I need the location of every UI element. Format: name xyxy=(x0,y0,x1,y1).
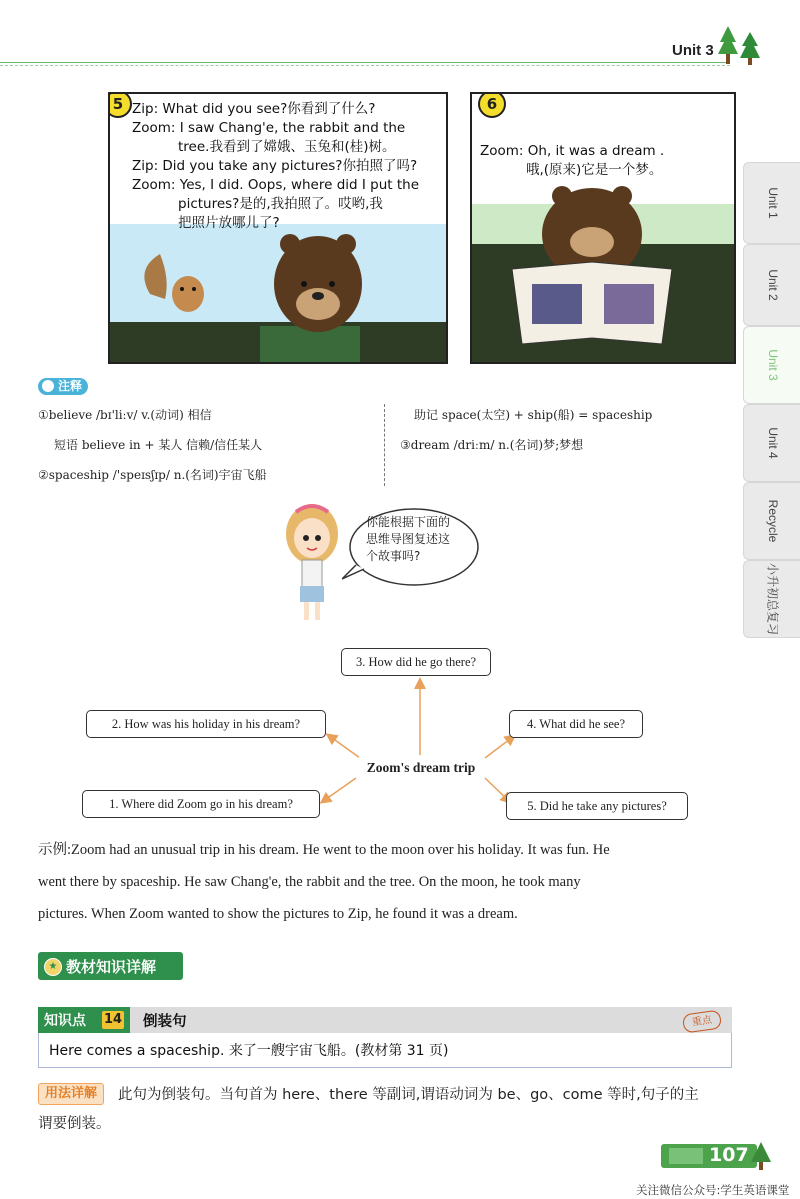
usage-text: 此句为倒装句。当句首为 here、there 等副词,谓语动词为 be、go、come 等时,句子的主 xyxy=(118,1087,699,1103)
note-3: ③dream /driːm/ n.(名词)梦;梦想 xyxy=(400,438,584,452)
panel6-illustration xyxy=(472,94,734,362)
mind-map-center: Zoom's dream trip xyxy=(358,755,484,781)
usage-text-continued: 谓要倒装。 xyxy=(38,1116,111,1132)
tab-unit-2[interactable]: Unit 2 xyxy=(743,244,800,326)
dialogue-line: Zip: Did you take any pictures?你拍照了吗? xyxy=(132,158,418,174)
tree-icon xyxy=(751,1142,771,1170)
knowledge-point-sentence: Here comes a spaceship. 来了一艘宇宙飞船。(教材第 31 页) xyxy=(49,1043,449,1059)
tab-unit-4[interactable]: Unit 4 xyxy=(743,404,800,482)
notes-icon xyxy=(42,380,54,392)
header-rule xyxy=(0,62,730,63)
example-paragraph xyxy=(38,834,738,930)
star-icon: ★ xyxy=(44,958,62,976)
example-line: 示例:Zoom had an unusual trip in his dream. He went to the moon over his holiday. It was fun. He xyxy=(38,842,610,858)
knowledge-point-title: 倒装句 xyxy=(143,1014,187,1030)
comic-panel-5 xyxy=(108,92,448,364)
mind-map-q2: 2. How was his holiday in his dream? xyxy=(86,710,326,738)
girl-illustration xyxy=(282,500,342,626)
footer-text: 关注微信公众号:学生英语课堂 xyxy=(636,1183,790,1197)
dialogue-line: 把照片放哪儿了? xyxy=(178,215,280,231)
key-point-stamp: 重点 xyxy=(682,1009,722,1033)
section-heading: ★ 教材知识详解 xyxy=(38,952,183,980)
dialogue-line: Zoom: Yes, I did. Oops, where did I put the xyxy=(132,177,420,193)
notes-divider xyxy=(384,404,385,486)
knowledge-point-number: 14 xyxy=(103,1012,123,1027)
mind-map-q4: 4. What did he see? xyxy=(509,710,643,738)
dialogue-line: 哦,(原来)它是一个梦。 xyxy=(526,162,663,178)
example-line: went there by spaceship. He saw Chang'e, the rabbit and the tree. On the moon, he took many xyxy=(38,874,581,890)
dialogue-line: Zoom: I saw Chang'e, the rabbit and the xyxy=(132,120,406,136)
tab-unit-3[interactable]: Unit 3 xyxy=(743,326,800,404)
usage-tag: 用法详解 xyxy=(38,1083,104,1105)
dialogue-line: Zoom: Oh, it was a dream . xyxy=(480,143,665,159)
mind-map-q1: 1. Where did Zoom go in his dream? xyxy=(82,790,320,818)
knowledge-point-tag: 知识点 14 xyxy=(38,1007,130,1033)
panel-5-dialogue xyxy=(132,100,442,233)
dialogue-line: tree.我看到了嫦娥、玉兔和(桂)树。 xyxy=(178,139,396,155)
unit-title: Unit 3 xyxy=(672,42,714,59)
note-1-phrase: 短语 believe in + 某人 信赖/信任某人 xyxy=(54,438,263,452)
trees-icon xyxy=(718,24,768,66)
note-2-mnemonic: 助记 space(太空) + ship(船) = spaceship xyxy=(414,408,653,422)
mind-map-q3: 3. How did he go there? xyxy=(341,648,491,676)
page-number-badge xyxy=(661,1142,771,1170)
panel-6-dialogue xyxy=(480,142,730,180)
notes-badge: 注释 xyxy=(38,378,88,395)
tab-review[interactable]: 小升初总复习 xyxy=(743,560,800,638)
tab-unit-1[interactable]: Unit 1 xyxy=(743,162,800,244)
knowledge-point-sentence-box xyxy=(38,1033,732,1068)
panel-5-number: 5 xyxy=(108,92,132,118)
speech-bubble-text: 你能根据下面的 思维导图复述这 个故事吗? xyxy=(366,515,451,563)
dialogue-line: pictures?是的,我拍照了。哎哟,我 xyxy=(178,196,383,212)
example-line: pictures. When Zoom wanted to show the pictures to Zip, he found it was a dream. xyxy=(38,906,518,922)
page-number: 107 xyxy=(709,1144,749,1166)
dialogue-line: Zip: What did you see?你看到了什么? xyxy=(132,101,376,117)
tab-recycle[interactable]: Recycle xyxy=(743,482,800,560)
note-1: ①believe /bɪ'liːv/ v.(动词) 相信 xyxy=(38,408,212,422)
note-2: ②spaceship /'speɪsʃɪp/ n.(名词)宇宙飞船 xyxy=(38,468,267,482)
comic-panel-6 xyxy=(470,92,736,364)
mind-map-q5: 5. Did he take any pictures? xyxy=(506,792,688,820)
panel-6-number: 6 xyxy=(478,92,506,118)
header-rule-dashed xyxy=(0,65,730,66)
